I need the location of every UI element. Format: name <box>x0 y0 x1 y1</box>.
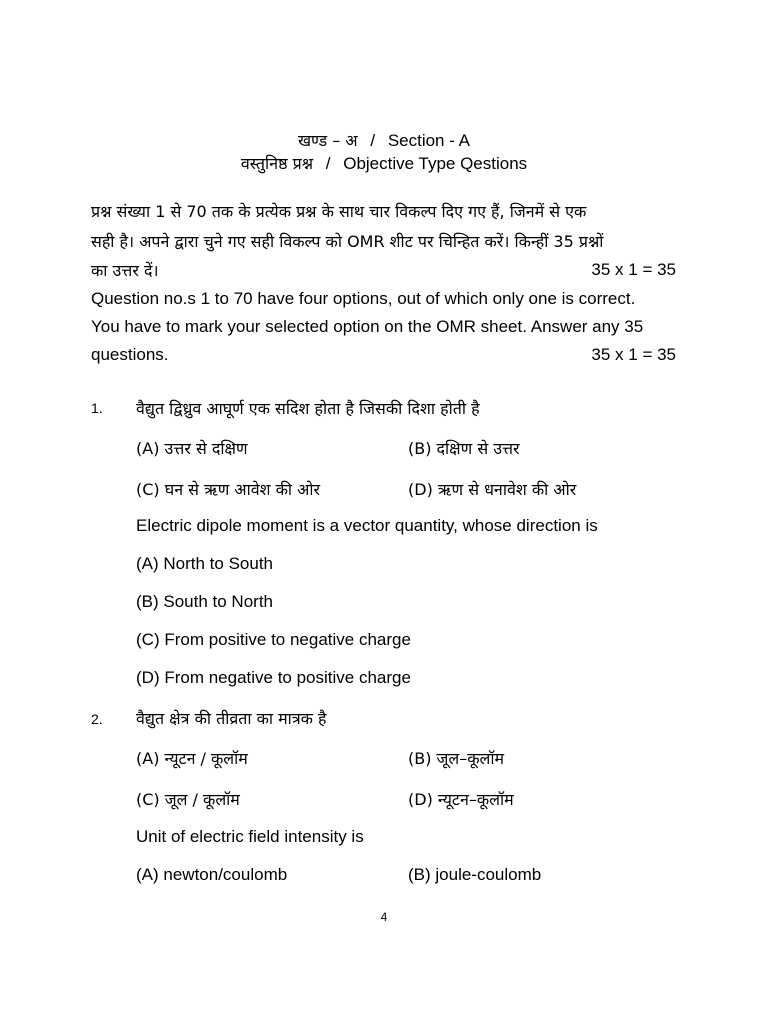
question-1-option-d-hi: (D) ऋण से धनावेश की ओर <box>408 480 577 499</box>
question-1-option-c-en: (C) From positive to negative charge <box>136 630 411 649</box>
section-heading-hi: खण्ड – अ <box>297 131 358 150</box>
question-type-heading <box>0 152 768 174</box>
instruction-hi-line3: का उत्तर दें। <box>91 261 159 280</box>
question-2-option-b-en: (B) joule-coulomb <box>408 865 542 884</box>
section-heading <box>0 129 768 151</box>
question-2-number: 2. <box>91 711 103 727</box>
question-2-option-d-hi: (D) न्यूटन–कूलॉम <box>408 790 514 809</box>
question-1-option-a-hi: (A) उत्तर से दक्षिण <box>136 439 248 458</box>
instruction-en-line2: You have to mark your selected option on the OMR sheet. Answer any 35 <box>91 317 644 336</box>
question-1-option-b-hi: (B) दक्षिण से उत्तर <box>408 439 520 458</box>
instruction-en-line3: questions. <box>91 345 169 364</box>
question-1-option-a-en: (A) North to South <box>136 554 274 573</box>
instruction-hi-line2: सही है। अपने द्वारा चुने गए सही विकल्प को OMR शीट पर चिन्हित करें। किन्हीं 35 प्रश्नों <box>91 232 604 251</box>
question-1-number: 1. <box>91 400 103 416</box>
instruction-hi-line1: प्रश्न संख्या 1 से 70 तक के प्रत्येक प्रश्न के साथ चार विकल्प दिए गए हैं, जिनमें से एक <box>91 202 587 221</box>
question-2-text-hi: वैद्युत क्षेत्र की तीव्रता का मात्रक है <box>136 709 327 728</box>
question-type-hi: वस्तुनिष्ठ प्रश्न <box>240 154 314 173</box>
question-2-option-a-en: (A) newton/coulomb <box>136 865 288 884</box>
question-1-option-d-en: (D) From negative to positive charge <box>136 668 411 687</box>
question-type-en: Objective Type Qestions <box>343 154 528 173</box>
instruction-hi-marks: 35 x 1 = 35 <box>591 260 676 279</box>
question-1-option-c-hi: (C) घन से ऋण आवेश की ओर <box>136 480 321 499</box>
question-1-text-hi: वैद्युत द्विध्रुव आघूर्ण एक सदिश होता है जिसकी दिशा होती है <box>136 399 480 418</box>
question-2-option-b-hi: (B) जूल–कूलॉम <box>408 749 505 768</box>
question-2-option-a-hi: (A) न्यूटन / कूलॉम <box>136 749 248 768</box>
page-number: 4 <box>380 910 388 924</box>
question-2-option-c-hi: (C) जूल / कूलॉम <box>136 790 240 809</box>
question-type-separator: / <box>325 154 331 173</box>
question-1-text-en: Electric dipole moment is a vector quantity, whose direction is <box>136 516 598 535</box>
instruction-en-line1: Question no.s 1 to 70 have four options, out of which only one is correct. <box>91 289 636 308</box>
section-heading-separator: / <box>370 131 376 150</box>
section-heading-en: Section - A <box>387 131 471 150</box>
instruction-en-marks: 35 x 1 = 35 <box>591 345 676 364</box>
question-1-option-b-en: (B) South to North <box>136 592 274 611</box>
question-2-text-en: Unit of electric field intensity is <box>136 827 364 846</box>
